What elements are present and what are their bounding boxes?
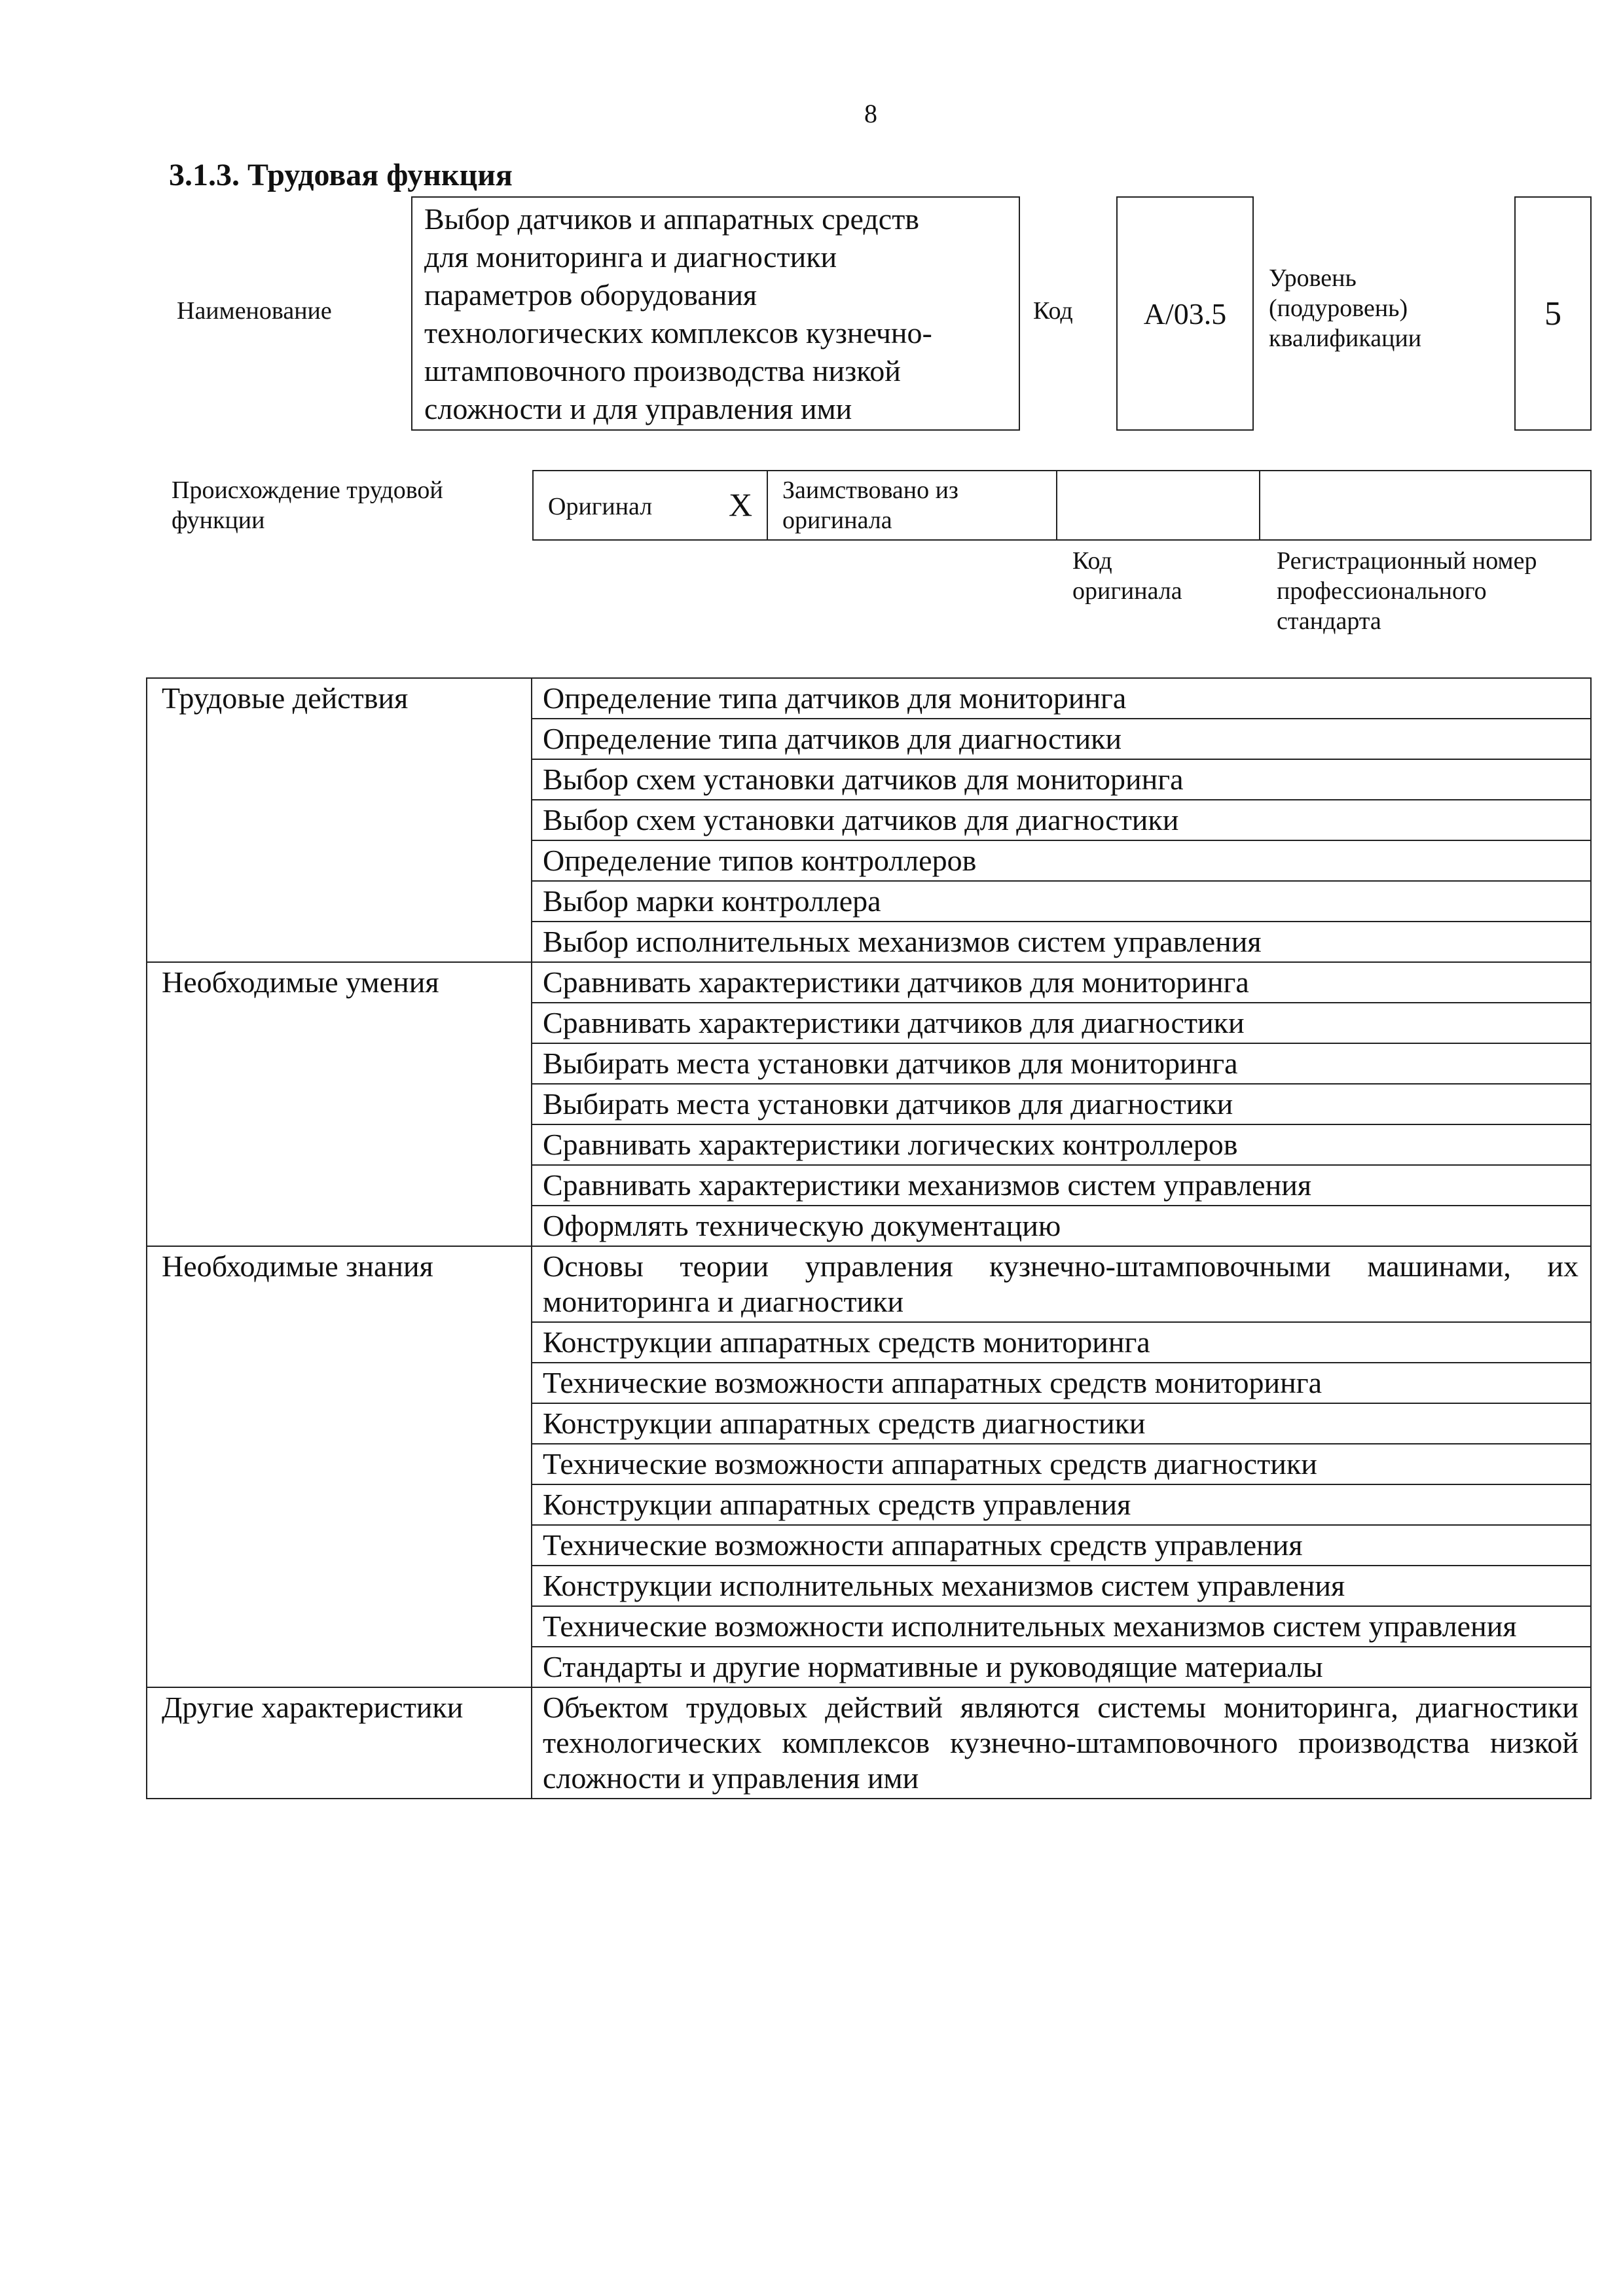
item-cell: Технические возможности аппаратных средств управления [532, 1525, 1591, 1566]
item-cell: Определение типа датчиков для мониторинга [532, 678, 1591, 719]
function-name-line: параметров оборудования [424, 278, 757, 312]
item-cell: Технические возможности аппаратных средств диагностики [532, 1444, 1591, 1484]
item-cell: Сравнивать характеристики логических контроллеров [532, 1124, 1591, 1165]
item-cell: Выбор марки контроллера [532, 881, 1591, 922]
item-cell: Выбирать места установки датчиков для диагностики [532, 1084, 1591, 1124]
item-cell: Технические возможности аппаратных средств мониторинга [532, 1363, 1591, 1403]
name-label: Наименование [177, 297, 332, 325]
table-row [147, 1246, 1591, 1322]
function-name-line: сложности и для управления ими [424, 392, 852, 425]
table-row [147, 1687, 1591, 1799]
item-cell: Сравнивать характеристики датчиков для диагностики [532, 1003, 1591, 1043]
item-cell: Выбор схем установки датчиков для диагностики [532, 800, 1591, 840]
origin-borrowed-cell: Заимствовано из оригинала [767, 470, 1057, 541]
item-cell: Технические возможности исполнительных механизмов систем управления [532, 1606, 1591, 1647]
item-cell: Оформлять техническую документацию [532, 1206, 1591, 1246]
level-box [1514, 196, 1592, 431]
item-cell: Стандарты и другие нормативные и руководящие материалы [532, 1647, 1591, 1687]
origin-original-cell [532, 470, 768, 541]
code-box [1116, 196, 1254, 431]
item-cell: Сравнивать характеристики датчиков для мониторинга [532, 962, 1591, 1003]
item-cell: Объектом трудовых действий являются системы мониторинга, диагностики технологических комплексов кузнечно-штамповочного производства низкой сложности и управления ими [532, 1687, 1591, 1799]
table-row [147, 678, 1591, 719]
level-label: Уровень (подуровень) квалификации [1269, 264, 1422, 352]
function-name-box [411, 196, 1020, 431]
code-value: A/03.5 [1143, 296, 1227, 331]
page-number: 8 [864, 99, 877, 128]
table-row [147, 962, 1591, 1003]
item-cell: Основы теории управления кузнечно-штамповочными машинами, их мониторинга и диагностики [532, 1246, 1591, 1322]
original-code-caption: Код оригинала [1072, 547, 1182, 605]
function-table [146, 677, 1592, 1799]
item-cell: Выбор исполнительных механизмов систем управления [532, 922, 1591, 962]
code-label: Код [1033, 297, 1073, 325]
item-cell: Определение типа датчиков для диагностики [532, 719, 1591, 759]
origin-code-cell [1056, 470, 1260, 541]
origin-row [532, 470, 1592, 541]
item-cell: Конструкции аппаратных средств диагностики [532, 1403, 1591, 1444]
function-name-line: для мониторинга и диагностики [424, 240, 837, 274]
category-cell: Трудовые действия [147, 678, 532, 962]
origin-reg-cell [1259, 470, 1592, 541]
category-cell: Другие характеристики [147, 1687, 532, 1799]
item-cell: Сравнивать характеристики механизмов систем управления [532, 1165, 1591, 1206]
item-cell: Конструкции аппаратных средств управления [532, 1484, 1591, 1525]
item-cell: Конструкции аппаратных средств мониторинга [532, 1322, 1591, 1363]
reg-number-caption: Регистрационный номер профессионального стандарта [1277, 547, 1537, 635]
category-cell: Необходимые знания [147, 1246, 532, 1687]
level-value: 5 [1544, 295, 1561, 332]
function-name-line: технологических комплексов кузнечно- [424, 316, 932, 350]
item-cell: Выбор схем установки датчиков для мониторинга [532, 759, 1591, 800]
function-name-line: Выбор датчиков и аппаратных средств [424, 202, 920, 236]
origin-label: Происхождение трудовой функции [172, 476, 443, 534]
original-label: Оригинал [548, 493, 653, 520]
original-mark: X [729, 486, 753, 523]
section-title: 3.1.3. Трудовая функция [169, 158, 513, 192]
item-cell: Конструкции исполнительных механизмов систем управления [532, 1566, 1591, 1606]
item-cell: Определение типов контроллеров [532, 840, 1591, 881]
item-cell: Выбирать места установки датчиков для мониторинга [532, 1043, 1591, 1084]
category-cell: Необходимые умения [147, 962, 532, 1246]
function-name-line: штамповочного производства низкой [424, 354, 901, 387]
